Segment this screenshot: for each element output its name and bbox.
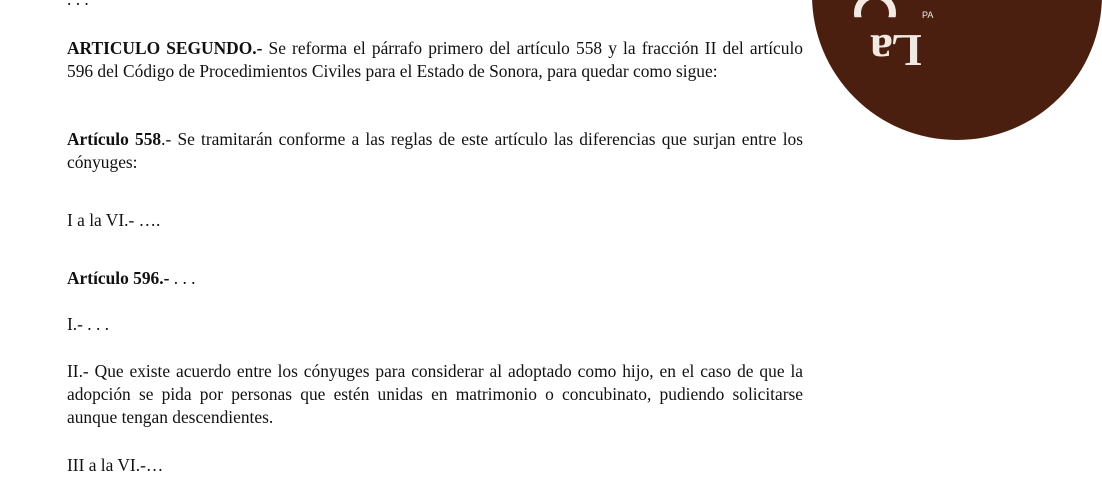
article-558-text: .- Se tramitarán conforme a las reglas de este artículo las diferencias que surjan entre los cónyuges:: [67, 129, 803, 172]
gazette-seal-logo: [812, 0, 1102, 140]
article-596-paragraph: [67, 267, 803, 290]
ellipsis-top: [67, 0, 803, 11]
article-second-heading: ARTICULO SEGUNDO.-: [67, 38, 263, 58]
article-596-text: . . .: [169, 268, 196, 288]
article-596-heading: Artículo 596.-: [67, 268, 170, 288]
article-558-paragraph: [67, 128, 803, 174]
seal-letters: La: [872, 25, 922, 76]
article-second-paragraph: [67, 37, 803, 83]
article-second-text: Se reforma el párrafo primero del artículo 558 y la fracción II del artículo 596 del Código de Procedimientos Civiles para el Estado de Sonora, para quedar como sigue:: [67, 38, 803, 81]
seal-side-text: PA: [922, 10, 934, 20]
fractions-i-vi-558: I a la VI.- ….: [67, 210, 161, 230]
fraction-ii-596: II.- Que existe acuerdo entre los cónyuges para considerar al adoptado como hijo, en el caso de que la adopción se pida por personas que estén unidas en matrimonio o concubinato, pudiendo solicitarse aunque tengan descendientes.: [67, 361, 803, 427]
fractions-iii-vi-596: III a la VI.-…: [67, 455, 164, 475]
fraction-i-596: I.- . . .: [67, 314, 110, 334]
article-558-heading: Artículo 558: [67, 129, 162, 149]
